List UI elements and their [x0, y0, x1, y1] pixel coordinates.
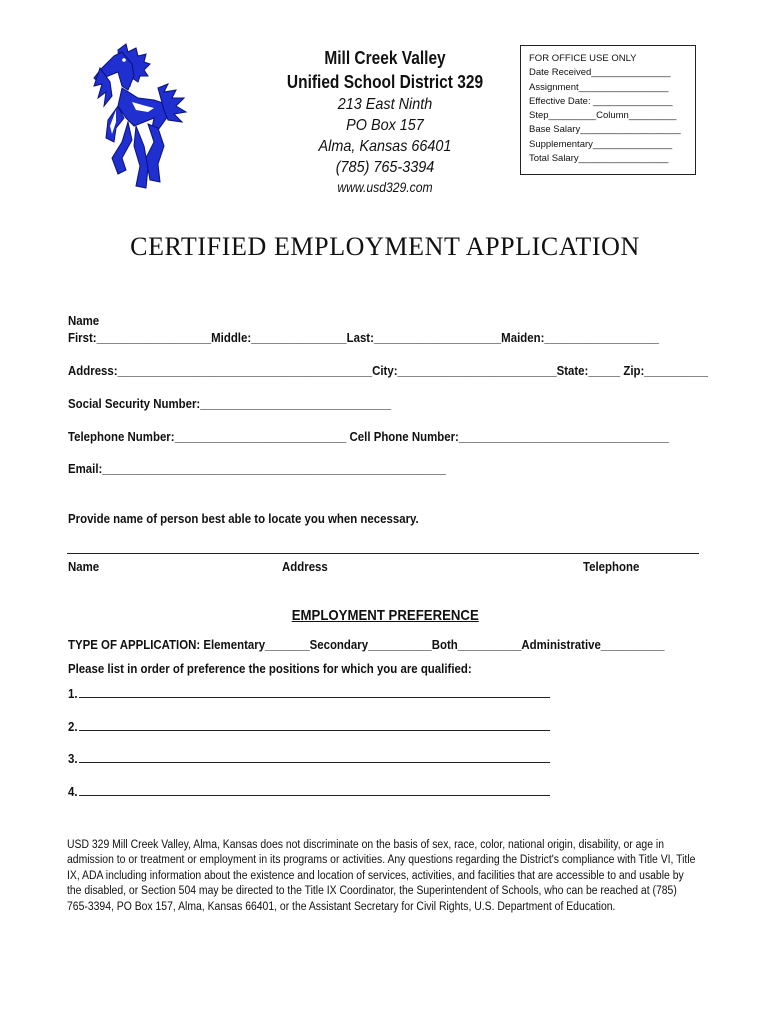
phone-fields-row[interactable]: Telephone Number:___________________________ Cell Phone Number:_________________________________ [68, 429, 669, 444]
contact-input-line[interactable] [67, 553, 699, 554]
name-fields-row[interactable]: First:__________________Middle:_______________Last:____________________Maiden:__________________ [68, 330, 659, 345]
position-input-2[interactable] [79, 730, 550, 731]
office-field-assignment[interactable]: Assignment_________________ [529, 81, 669, 93]
position-input-1[interactable] [79, 697, 550, 698]
district-name-2 [265, 72, 505, 93]
contact-col-telephone: Telephone [583, 559, 640, 574]
office-field-step-column[interactable]: Step_________Column_________ [529, 110, 677, 122]
street-address: 213 East Ninth [337, 96, 433, 113]
position-number-1: 1. [68, 686, 78, 701]
district-name-line2: Unified School District 329 [286, 72, 484, 92]
name-heading: Name [68, 313, 100, 328]
form-title: CERTIFIED EMPLOYMENT APPLICATION [130, 232, 640, 261]
preference-heading: EMPLOYMENT PREFERENCE [291, 607, 479, 624]
office-use-title: FOR OFFICE USE ONLY [529, 53, 637, 64]
position-number-2: 2. [68, 719, 78, 734]
city-state: Alma, Kansas 66401 [318, 138, 452, 155]
office-field-total-salary[interactable]: Total Salary_________________ [529, 153, 669, 165]
application-type-row[interactable]: TYPE OF APPLICATION: Elementary_______Secondary__________Both__________Administrative__________ [68, 637, 665, 652]
phone-number: (785) 765-3394 [335, 159, 435, 176]
preference-instruction: Please list in order of preference the positions for which you are qualified: [68, 661, 472, 676]
contact-prompt: Provide name of person best able to locate you when necessary. [68, 511, 419, 526]
district-name [265, 48, 505, 69]
email-field[interactable]: Email:______________________________________________________ [68, 461, 446, 476]
office-field-date-received[interactable]: Date Received_______________ [529, 67, 671, 79]
position-number-4: 4. [68, 784, 78, 799]
ssn-field[interactable]: Social Security Number:______________________________ [68, 396, 392, 411]
district-name-line1: Mill Creek Valley [324, 48, 446, 68]
position-input-4[interactable] [79, 795, 550, 796]
mustang-logo [88, 42, 188, 190]
position-input-3[interactable] [79, 762, 550, 763]
position-number-3: 3. [68, 751, 78, 766]
office-use-box [520, 45, 696, 175]
po-box: PO Box 157 [346, 117, 424, 134]
contact-col-name: Name [68, 559, 100, 574]
contact-col-address: Address [282, 559, 328, 574]
nondiscrimination-notice: USD 329 Mill Creek Valley, Alma, Kansas does not discriminate on the basis of sex, race, color, national origin, disability, or age in admission to or treatment or employment in its programs or activities. Any questions regarding the District's compliance with Title VI, Title IX, ADA including information about the existence and location of services, activities, and facilities that are accessible to and usable by the disabled, or Section 504 may be directed to the Title IX Coordinator, the Superintendent of Schools, who can be reached at (785) 765-3394, PO Box 157, Alma, Kansas 66401, or the Assistant Secretary for Civil Rights, U.S. Department of Education. [67, 839, 696, 913]
office-field-base-salary[interactable]: Base Salary___________________ [529, 124, 681, 136]
preference-heading-wrap [0, 607, 770, 625]
office-field-effective-date[interactable]: Effective Date: _______________ [529, 95, 673, 107]
office-field-supplementary[interactable]: Supplementary_______________ [529, 138, 673, 150]
website: www.usd329.com [337, 180, 433, 195]
address-fields-row[interactable]: Address:________________________________________City:_________________________State:_____ Zip:__________ [68, 363, 708, 378]
